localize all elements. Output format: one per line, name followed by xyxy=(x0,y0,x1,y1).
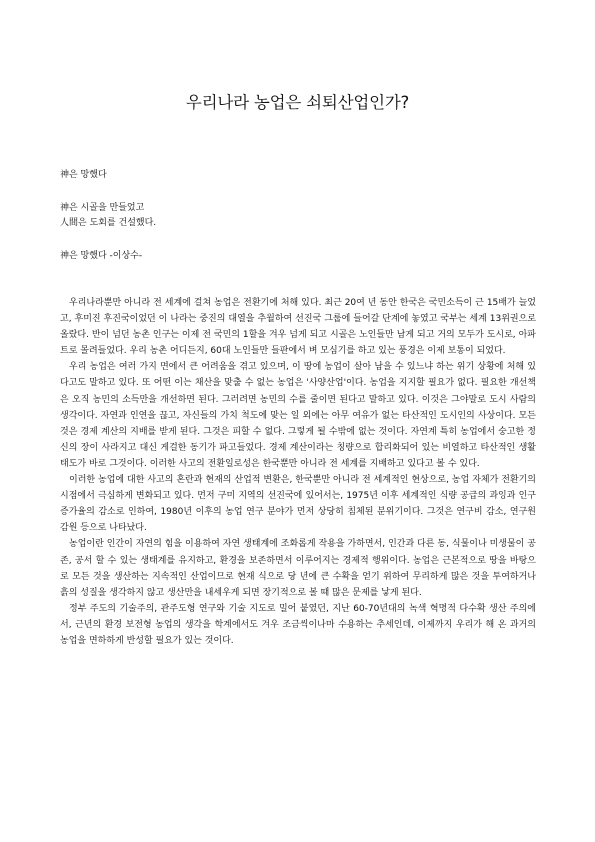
poem-gap xyxy=(60,183,540,201)
body-paragraph: 이러한 농업에 대한 사고의 혼란과 현재의 산업적 변환은, 한국뿐만 아니라 전 세계적인 현상으로, 농업 자체가 전환기의 시점에서 극심하게 변화되고 있다. 먼저 구미 지역의 선진국에 있어서는, 1975년 이후 세계적인 식량 공급의 과잉과 인구 증가율의 감소로 인하여, 1980년 이후의 농업 연구 분야가 먼저 상당히 침체된 분위기이다. 그것은 연구비 감소, 연구원 감원 등으로 나타났다. xyxy=(60,475,536,534)
body-paragraph: 농업이란 인간이 자연의 힘을 이용하여 자연 생태계에 조화롭게 작용을 가하면서, 인간과 다른 동, 식물이나 미생물이 공존, 공서 할 수 있는 생태계를 유지하고, 환경을 보존하면서 이루어지는 경제적 행위이다. 농업은 근본적으로 땅을 바탕으로 모든 것을 생산하는 지속적인 산업이므로 현재 식으로 당 년에 큰 수확을 얻기 위하여 무리하게 많은 것을 투여하거나 흙의 성질을 생각하지 않고 생산만을 내세우게 되면 장기적으로 볼 때 많은 문제를 낳게 된다. xyxy=(60,539,536,598)
poem-line: 神은 시골을 만들었고 xyxy=(60,203,145,213)
body-paragraph: 우리 농업은 여러 가지 면에서 큰 어려움을 겪고 있으며, 이 땅에 농업이 살아 남을 수 있느냐 하는 위기 상황에 처해 있다고도 말하고 있다. 또 어떤 이는 채산을 맞출 수 없는 농업은 '사양산업'이다. 농업을 지지할 필요가 없다. 필요한 개선책은 오직 농민의 소득만을 개선하면 된다. 그러려면 농민의 수를 줄이면 된다고 말하고 있다. 이것은 그야말로 도시 사람의 생각이다. 자연과 인연을 끊고, 자신들의 가치 척도에 맞는 일 외에는 아무 여유가 없는 타산적인 도시인의 사상이다. 모든 것은 경제 계산의 지배를 받게 된다. 그것은 피할 수 없다. 그렇게 될 수밖에 없는 것이다. 자연계 특히 농업에서 숭고한 정신의 장이 사라지고 대신 게걸한 동기가 파고들었다. 경제 계산이라는 칭량으로 합리화되어 있는 비열하고 타산적인 생활 태도가 바로 그것이다. 이러한 사고의 전환일로성은 한국뿐만 아니라 전 세계를 지배하고 있다고 볼 수 있다. xyxy=(60,362,536,469)
poem-line: 神은 망했다 xyxy=(60,170,107,180)
body-paragraph: 정부 주도의 기술주의, 관주도형 연구와 기술 지도로 밀어 붙였던, 지난 60-70년대의 녹색 혁명적 다수확 생산 주의에서, 근년의 환경 보전형 농업의 생각을 학계에서도 겨우 조금씩이나마 수용하는 추세인데, 이제까지 우리가 해 온 과거의 농업을 면하하게 반성할 필요가 있는 것이다. xyxy=(60,603,536,646)
document-body xyxy=(60,295,536,649)
document-title: 우리나라 농업은 쇠퇴산업인가? xyxy=(185,93,410,112)
epigraph-poem xyxy=(60,168,540,264)
body-paragraph: 우리나라뿐만 아니라 전 세계에 걸쳐 농업은 전환기에 처해 있다. 최근 20여 년 동안 한국은 국민소득이 근 15배가 늘었고, 후미진 후진국이었던 이 나라는 중진의 대열을 추월하여 선진국 그룹에 들어갈 단계에 놓였고 국부는 세계 13위권으로 올랐다. 반이 넘던 농촌 인구는 이제 전 국민의 1할을 겨우 넘게 되고 시골은 노인들만 남게 되고 거의 모두가 도시로, 아파트로 몰려들었다. 우리 농촌 어디든지, 60대 노인들만 들판에서 벼 모심기를 하고 있는 풍경은 이제 보통이 되었다. xyxy=(60,298,536,357)
poem-line: 人間은 도회를 건설했다. xyxy=(60,218,157,228)
poem-gap xyxy=(60,231,540,249)
poem-line: 神은 망했다 -이상수- xyxy=(60,251,143,261)
